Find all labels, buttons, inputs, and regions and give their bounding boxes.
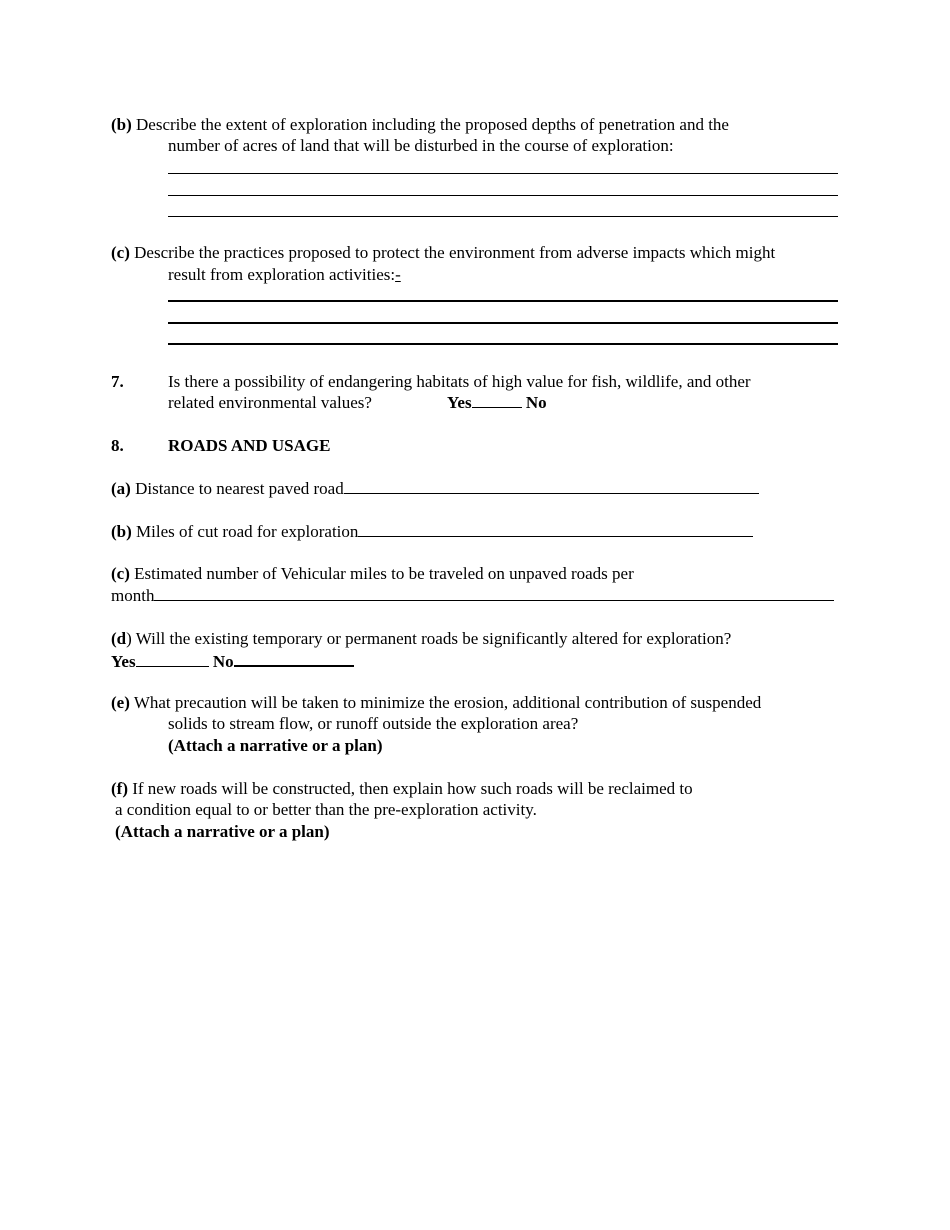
q7-yes-blank[interactable] [472,392,522,408]
section-c-line1 [111,242,775,263]
q8b-text: Miles of cut road for exploration [136,522,359,541]
section-b-text2: number of acres of land that will be disturbed in the course of exploration: [168,136,674,155]
q8d-text: Will the existing temporary or permanent roads be significantly altered for exploration? [135,629,732,648]
q8b-answer-blank[interactable] [358,521,753,537]
q7-yes-label: Yes [447,393,472,412]
q8a-text: Distance to nearest paved road [135,479,344,498]
q8c-label: (c) [111,564,130,583]
q8-number [111,435,124,456]
q8e-label: (e) [111,693,130,712]
q8f-line1 [111,778,693,799]
q7-line2 [168,392,372,413]
answer-line-c-1[interactable] [168,300,838,302]
q8c-text: Estimated number of Vehicular miles to be traveled on unpaved roads per [134,564,634,583]
q8f-text2: a condition equal to or better than the pre-exploration activity. [115,800,537,819]
q8d-line1 [111,628,731,649]
q8-number-text: 8. [111,436,124,455]
section-c-text1: Describe the practices proposed to protect the environment from adverse impacts which might [134,243,776,262]
q7-text1: Is there a possibility of endangering habitats of high value for fish, wildlife, and other [168,372,751,391]
section-b-line1 [111,114,729,135]
section-c-line2 [168,264,401,285]
answer-line-c-3[interactable] [168,343,838,345]
section-b-text1: Describe the extent of exploration including the proposed depths of penetration and the [136,115,729,134]
q8d-yes-label: Yes [111,652,136,671]
q8d-no-label: No [212,652,234,671]
q7-number-text: 7. [111,372,124,391]
q8c-line2 [111,585,834,606]
answer-line-b-1[interactable] [168,173,838,174]
q8b-line [111,521,753,542]
section-b-label: (b) [111,115,132,134]
q8a-line [111,478,759,499]
q7-text2: related environmental values? [168,393,372,412]
answer-line-c-2[interactable] [168,322,838,324]
q8f-attach-text: (Attach a narrative or a plan) [115,822,330,841]
section-c-label: (c) [111,243,130,262]
q8e-text2: solids to stream flow, or runoff outside the exploration area? [168,714,579,733]
q8e-text1: What precaution will be taken to minimize the erosion, additional contribution of suspended [133,693,762,712]
q8a-answer-blank[interactable] [344,478,759,494]
q8c-text2: month [111,586,155,605]
q8f-text1: If new roads will be constructed, then explain how such roads will be reclaimed to [132,779,693,798]
q8-title [168,435,330,456]
answer-line-b-3[interactable] [168,216,838,217]
answer-line-b-2[interactable] [168,195,838,196]
q7-no-label: No [525,393,547,412]
q8d-label: (d [111,629,127,648]
q8e-line1 [111,692,761,713]
q8d-no-blank[interactable] [234,650,354,667]
q8d-line2 [111,650,354,672]
q8c-line1 [111,563,634,584]
q8d-paren: ) [126,629,132,648]
q8d-yes-blank[interactable] [136,651,209,667]
q8-title-text: ROADS AND USAGE [168,436,331,455]
q8e-attach [168,735,383,756]
q8f-attach [115,821,330,842]
q8e-attach-text: (Attach a narrative or a plan) [168,736,383,755]
q7-yes-no [447,392,547,413]
q8b-label: (b) [111,522,132,541]
section-c-dash: - [395,265,401,284]
q8c-answer-blank[interactable] [154,585,834,601]
section-c-text2: result from exploration activities: [168,265,396,284]
q8f-label: (f) [111,779,128,798]
q7-number [111,371,124,392]
q8a-label: (a) [111,479,131,498]
